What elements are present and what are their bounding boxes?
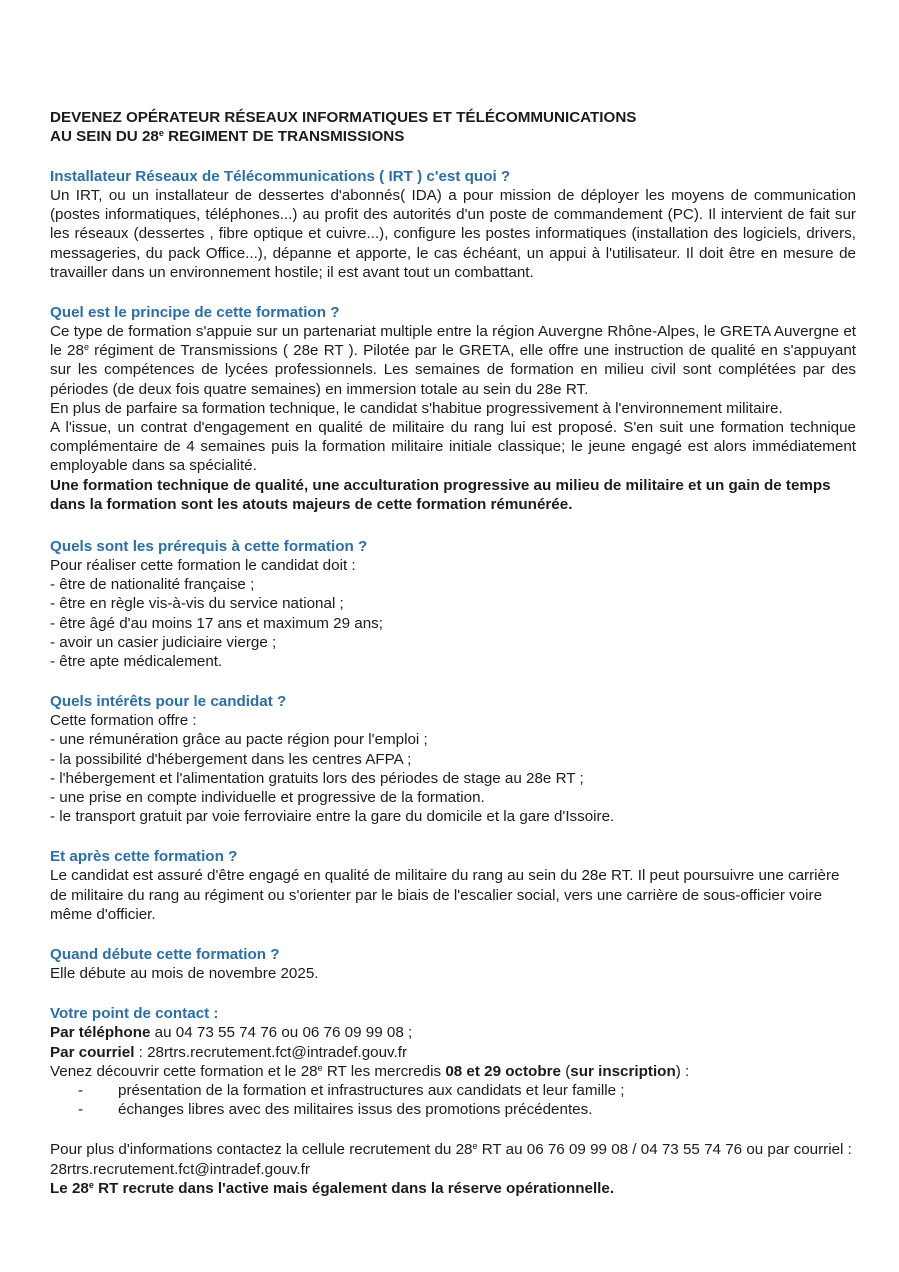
list-item: - l'hébergement et l'alimentation gratuits lors des périodes de stage au 28e RT ;: [50, 769, 584, 787]
visit-sup: e: [317, 1062, 323, 1073]
list-item: - échanges libres avec des militaires issus des promotions précédentes.: [78, 1101, 593, 1119]
list-item: - être de nationalité française ;: [50, 576, 255, 594]
apres-body: Le candidat est assuré d'être engagé en qualité de militaire du rang au sein du 28e RT. Il peut poursuivre une carrière de militaire du rang au régiment ou s'orienter par le biais de l'escalier social, vers une carrière de sous-officier voire même d'officier.: [50, 867, 840, 923]
section-heading-interets: Quels intérêts pour le candidat ?: [50, 693, 287, 711]
section-heading-contact: Votre point de contact :: [50, 1005, 219, 1023]
contact-email: [50, 1043, 856, 1062]
title-line-2-pre: AU SEIN DU 28: [50, 128, 159, 145]
title-line-1: DEVENEZ OPÉRATEUR RÉSEAUX INFORMATIQUES ET TÉLÉCOMMUNICATIONS: [50, 109, 637, 126]
principe-sup: e: [83, 342, 89, 353]
visit-text-d: ) :: [675, 1062, 690, 1080]
prerequis-list: [50, 575, 856, 671]
final-a: Le 28: [50, 1179, 89, 1197]
list-item: - une rémunération grâce au pacte région pour l'emploi ;: [50, 731, 428, 749]
principe-p1-a: Ce type de formation s'appuie sur un partenariat multiple entre la région Auvergne Rhône-Alpes, le GRETA Auvergne et le 28: [50, 323, 856, 360]
contact-phone: [50, 1023, 856, 1042]
final-statement: [50, 1179, 856, 1198]
email-label: Par courriel: [50, 1043, 135, 1061]
visit-registration: sur inscription: [570, 1062, 676, 1080]
list-item: - être apte médicalement.: [50, 653, 223, 671]
section-heading-debut: Quand débute cette formation ?: [50, 946, 280, 964]
list-item: - être âgé d'au moins 17 ans et maximum 29 ans;: [50, 614, 383, 632]
list-item: - le transport gratuit par voie ferroviaire entre la gare du domicile et la gare d'Issoire.: [50, 808, 615, 826]
title-line-2: [50, 127, 856, 146]
section-heading-prerequis: Quels sont les prérequis à cette formation ?: [50, 538, 368, 556]
document-title: [50, 108, 856, 146]
prerequis-intro: Pour réaliser cette formation le candidat doit :: [50, 557, 356, 575]
phone-text: au 04 73 55 74 76 ou 06 76 09 99 08 ;: [150, 1024, 413, 1042]
debut-body: Elle débute au mois de novembre 2025.: [50, 965, 319, 983]
email-text: : 28rtrs.recrutement.fct@intradef.gouv.fr: [134, 1043, 408, 1061]
list-item: - avoir un casier judiciaire vierge ;: [50, 633, 277, 651]
title-sup: e: [158, 128, 164, 138]
section-body-irt: Un IRT, ou un installateur de dessertes d'abonnés( IDA) a pour mission de déployer les moyens de communication (postes informatiques, téléphones...) au profit des autorités d'un poste de commandement (PC). Il intervient de fait sur les réseaux (dessertes , fibre optique et cuivre...), configure les postes informatiques (installation des logiciels, drivers, messageries, du pack Office...), dépanne et apporte, le cas échéant, un appui à l'utilisateur. Il doit être en mesure de travailler dans un environnement hostile; il est avant tout un combattant.: [50, 187, 856, 281]
section-heading-apres: Et après cette formation ?: [50, 848, 238, 866]
list-item: - être en règle vis-à-vis du service national ;: [50, 595, 344, 613]
more-info-a: Pour plus d'informations contactez la cellule recrutement du 28: [50, 1141, 473, 1159]
list-item: - une prise en compte individuelle et progressive de la formation.: [50, 789, 485, 807]
visit-dates: 08 et 29 octobre: [445, 1062, 561, 1080]
list-item: - présentation de la formation et infrastructures aux candidats et leur famille ;: [78, 1081, 625, 1099]
principe-paragraph-2: En plus de parfaire sa formation technique, le candidat s'habitue progressivement à l'environnement militaire.: [50, 399, 783, 417]
phone-label: Par téléphone: [50, 1024, 151, 1042]
section-heading-principe: Quel est le principe de cette formation ?: [50, 304, 340, 322]
principe-bold-statement: Une formation technique de qualité, une acculturation progressive au milieu de militaire et un gain de temps dans la formation sont les atouts majeurs de cette formation rémunérée.: [50, 476, 831, 513]
contact-visit: [50, 1062, 856, 1081]
document-content: [50, 108, 856, 1198]
visit-text-c: (: [560, 1062, 571, 1080]
list-item: - la possibilité d'hébergement dans les centres AFPA ;: [50, 750, 412, 768]
more-info: [50, 1140, 856, 1178]
visit-text-a: Venez découvrir cette formation et le 28: [50, 1062, 318, 1080]
final-sup: e: [88, 1179, 94, 1190]
principe-paragraph-3: A l'issue, un contrat d'engagement en qualité de militaire du rang lui est proposé. S'en suit une formation technique complémentaire de 4 semaines puis la formation militaire initiale classique; le jeune engagé est alors immédiatement employable dans sa spécialité.: [50, 419, 856, 475]
more-info-sup: e: [472, 1141, 478, 1152]
principe-p1-b: régiment de Transmissions ( 28e RT ). Pilotée par le GRETA, elle offre une instruction de qualité en s'appuyant sur les compétences de lycées professionnels. Les semaines de formation en milieu civil sont complétées par des périodes (de deux fois quatre semaines) en immersion totale au sein du 28e RT.: [50, 342, 856, 398]
principe-paragraph-1: [50, 322, 856, 399]
more-info-b: RT au 06 76 09 99 08 / 04 73 55 74 76 ou par courriel : 28rtrs.recrutement.fct@intradef.gouv.fr: [50, 1141, 852, 1178]
visit-bullets: [50, 1081, 856, 1119]
final-b: RT recrute dans l'active mais également dans la réserve opérationnelle.: [93, 1179, 615, 1197]
visit-text-b: RT les mercredis: [322, 1062, 446, 1080]
interets-intro: Cette formation offre :: [50, 712, 197, 730]
interets-list: [50, 730, 856, 826]
title-line-2-post: REGIMENT DE TRANSMISSIONS: [163, 128, 405, 145]
section-heading-irt: Installateur Réseaux de Télécommunications ( IRT ) c'est quoi ?: [50, 168, 511, 185]
